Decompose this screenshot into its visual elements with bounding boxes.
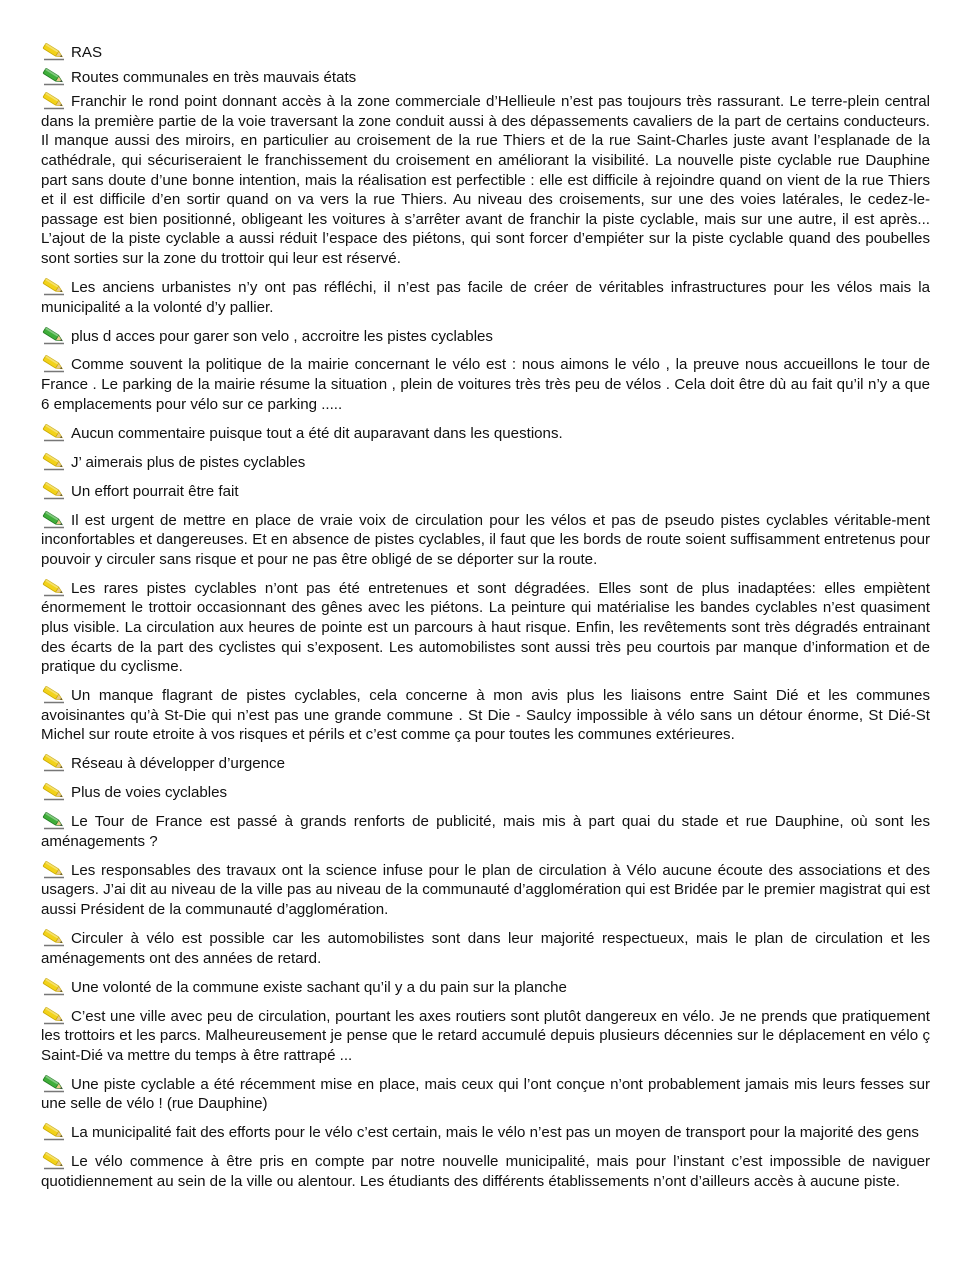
comment-text: Routes communales en très mauvais états — [71, 68, 357, 86]
comment-item — [41, 42, 930, 63]
comment-item — [41, 1122, 930, 1143]
comment-item — [41, 685, 930, 745]
green-pencil-icon — [41, 1074, 66, 1093]
yellow-pencil-icon — [41, 42, 66, 61]
yellow-pencil-icon — [41, 578, 66, 597]
comment-text: C’est une ville avec peu de circulation, pourtant les axes routiers sont plutôt dangereux en vélo. Je ne prends que pratiquement les trottoirs et les parcs. Malheureusement je pense que le retard accumulé depuis plusieurs décennies sur le déplacement en vélo ç Saint-Dié va mettre du temps à être rattrapé ... — [41, 1007, 930, 1064]
comment-text: Circuler à vélo est possible car les automobilistes sont dans leur majorité respectueux, mais le plan de circulation et les aménagements ont des années de retard. — [41, 930, 930, 967]
comment-text: Le Tour de France est passé à grands renforts de publicité, mais mis à part quai du stade et rue Dauphine, où sont les aménagements ? — [41, 813, 930, 850]
yellow-pencil-icon — [41, 977, 66, 996]
comment-text: La municipalité fait des efforts pour le vélo c’est certain, mais le vélo n’est pas un moyen de transport pour la majorité des gens — [71, 1124, 919, 1142]
yellow-pencil-icon — [41, 753, 66, 772]
yellow-pencil-icon — [41, 860, 66, 879]
comment-text: Les anciens urbanistes n’y ont pas réfléchi, il n’est pas facile de créer de véritables infrastructures pour les vélos mais la municipalité a la volonté d’y pallier. — [41, 278, 930, 316]
comment-text: plus d acces pour garer son velo , accroitre les pistes cyclables — [71, 327, 493, 345]
green-pencil-icon — [41, 67, 66, 86]
comment-text: RAS — [71, 44, 103, 61]
comment-item — [41, 481, 930, 502]
yellow-pencil-icon — [41, 1122, 66, 1141]
comment-item — [41, 811, 930, 851]
yellow-pencil-icon — [41, 354, 66, 373]
yellow-pencil-icon — [41, 481, 66, 500]
yellow-pencil-icon — [41, 1006, 66, 1025]
comment-item — [41, 928, 930, 968]
yellow-pencil-icon — [41, 423, 66, 442]
comment-text: J’ aimerais plus de pistes cyclables — [71, 453, 306, 471]
comment-item — [41, 860, 930, 920]
comment-text: Une volonté de la commune existe sachant qu’il y a du pain sur la planche — [71, 978, 567, 996]
yellow-pencil-icon — [41, 928, 66, 947]
comment-text: Franchir le rond point donnant accès à la zone commerciale d’Hellieule n’est pas toujours très rassurant. Le terre-plein central dans la première partie de la voie traversant la zone conduit aussi à des dépassements cavaliers de la part de certains conducteurs. Il manque aussi des miroirs, en particulier au croisement de la rue Thiers et de la rue Saint-Charles juste avant l’esplanade de la cathédrale, qui sécuriseraient le franchissement du croisement en améliorant la visibilité. La nouvelle piste cyclable rue Dauphine part sans doute d’une bonne intention, mais la réalisation est perfectible : elle est difficile à rejoindre quand on vient de la rue Thiers et il est difficile d’en sortir quand on va vers la rue Thiers. Au niveau des croisements, sur une des voies latérales, le cedez-le-passage est bien positionné, obligeant les voitures à s’arrêter avant de franchir la piste cyclable, mais sur une autre, il est après... L’ajout de la piste cyclable a aussi réduit l’espace des piétons, qui sont forcer d’empiéter sur la piste cyclable quand des poubelles sont sorties sur la zone du trottoir qui leur est réservé. — [41, 93, 930, 267]
comment-item — [41, 1151, 930, 1191]
comment-item — [41, 326, 930, 347]
comment-text: Aucun commentaire puisque tout a été dit auparavant dans les questions. — [71, 424, 563, 442]
comment-item — [41, 354, 930, 414]
comment-item — [41, 91, 930, 268]
comment-item — [41, 1074, 930, 1114]
comment-item — [41, 753, 930, 774]
comment-text: Les responsables des travaux ont la science infuse pour le plan de circulation à Vélo aucune écoute des associations et des usagers. J’ai dit au niveau de la ville pas au niveau de la communauté d’agglomération qui est Bridée par le premier magistrat qui est aussi Président de la communauté d’agglomération. — [41, 861, 930, 919]
comment-item — [41, 423, 930, 444]
comment-item — [41, 1006, 930, 1066]
yellow-pencil-icon — [41, 452, 66, 471]
comment-text: Comme souvent la politique de la mairie concernant le vélo est : nous aimons le vélo , la preuve nous accueillons le tour de France . Le parking de la mairie résume la situation , plein de voitures très très peu de vélos . Cela doit être dù au fait qu’il n’y a que 6 emplacements pour vélo sur ce parking ..... — [41, 356, 930, 413]
comment-item — [41, 277, 930, 317]
yellow-pencil-icon — [41, 685, 66, 704]
comment-text: Un effort pourrait être fait — [71, 482, 239, 500]
comments-page — [41, 42, 930, 1200]
comment-text: Réseau à développer d’urgence — [71, 755, 285, 773]
comment-text: Le vélo commence à être pris en compte par notre nouvelle municipalité, mais pour l’instant c’est impossible de naviguer quotidiennement au sein de la ville ou alentour. Les étudiants des différents établissements n’ont d’ailleurs accès à aucune piste. — [41, 1153, 930, 1190]
yellow-pencil-icon — [41, 277, 66, 296]
yellow-pencil-icon — [41, 91, 66, 110]
comment-item — [41, 452, 930, 473]
comment-item — [41, 578, 930, 677]
comment-item — [41, 67, 930, 88]
green-pencil-icon — [41, 510, 66, 529]
comment-item — [41, 977, 930, 998]
comment-text: Il est urgent de mettre en place de vraie voix de circulation pour les vélos et pas de pseudo pistes cyclables véritable-ment inconfortables et dangereuses. Et en absence de pistes cyclables, il faut que les bords de route soient suffisamment entretenus pour pouvoir y circuler sans risque et pour ne pas être obligé de se déporter sur la route. — [41, 511, 930, 568]
green-pencil-icon — [41, 811, 66, 830]
yellow-pencil-icon — [41, 782, 66, 801]
comment-text: Les rares pistes cyclables n’ont pas été entretenues et sont dégradées. Elles sont de plus inadaptées: elles empiètent énormement le trottoir occasionnant des gênes avec les piétons. La peinture qui matérialise les bandes cyclables n’est quasiment plus visible. La circulation aux heures de pointe est un parcours à haut risque. Enfin, les revêtements sont très dégradés entrainant des écarts de la part des cyclistes qui s’exposent. Les automobilistes sont aussi très peu courtois par manque d’information et de pratique du cyclisme. — [41, 579, 930, 676]
comment-text: Plus de voies cyclables — [71, 784, 228, 802]
comment-item — [41, 782, 930, 803]
comment-text: Une piste cyclable a été récemment mise en place, mais ceux qui l’ont conçue n’ont probablement jamais mis leurs fesses sur une selle de vélo ! (rue Dauphine) — [41, 1075, 930, 1113]
green-pencil-icon — [41, 326, 66, 345]
comment-text: Un manque flagrant de pistes cyclables, cela concerne à mon avis plus les liaisons entre Saint Dié et les communes avoisinantes qu’à St-Die qui n’est pas une grande commune . St Die - Saulcy impossible à vélo sans un détour énorme, St Dié-St Michel sur route etroite à vos risques et périls et c’est comme ça pour toutes les communes extérieures. — [41, 687, 930, 744]
yellow-pencil-icon — [41, 1151, 66, 1170]
comment-item — [41, 510, 930, 570]
